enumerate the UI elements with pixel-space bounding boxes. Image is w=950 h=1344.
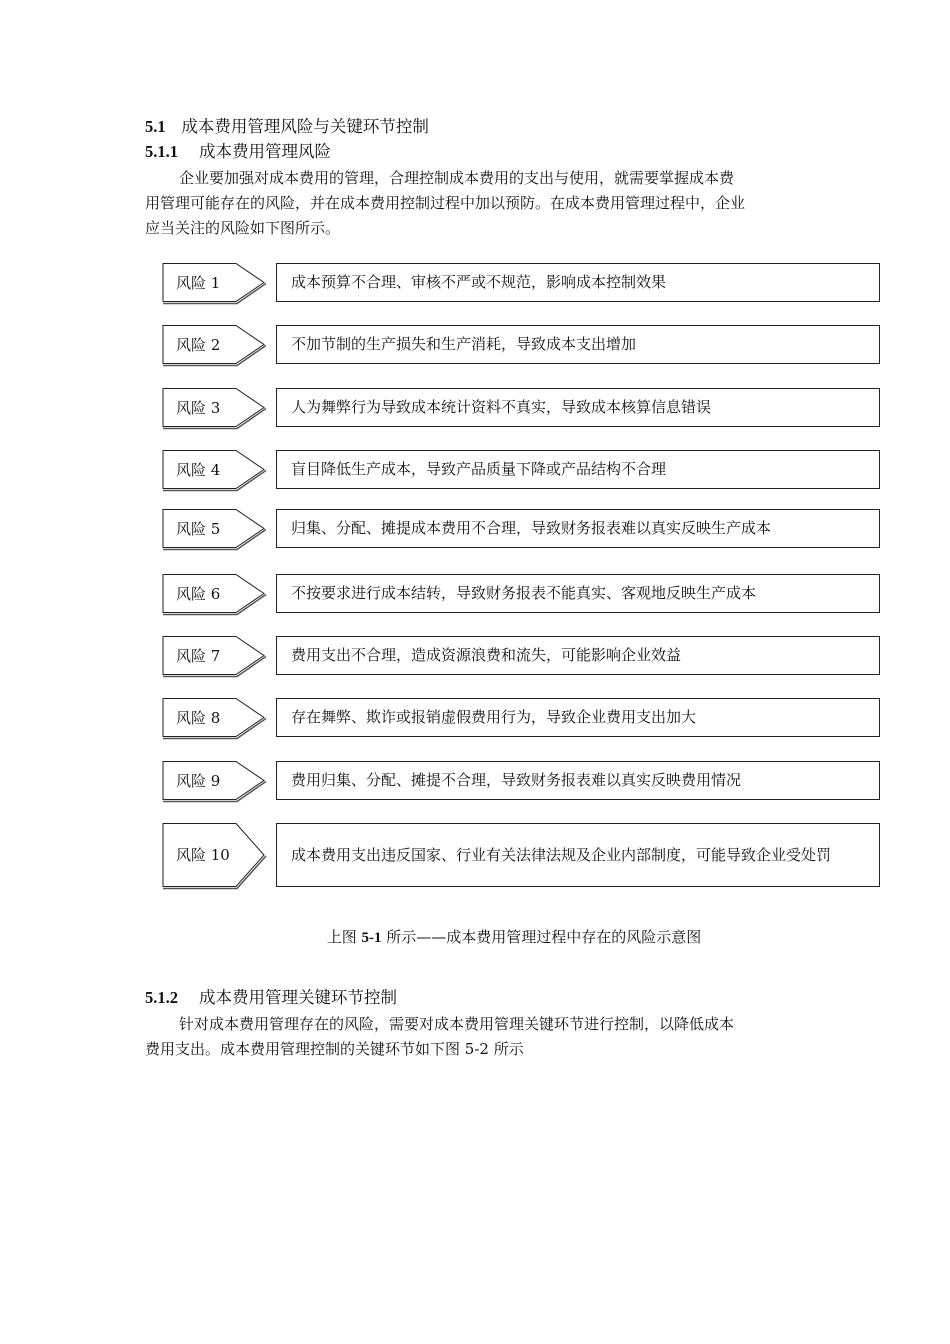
risk-text: 费用归集、分配、摊提不合理，导致财务报表难以真实反映费用情况 [291,771,742,789]
risk-tag [160,263,270,302]
risk-text: 成本预算不合理、审核不严或不规范，影响成本控制效果 [291,273,667,291]
risk-label: 风险 3 [176,398,221,417]
risk-description [276,509,880,548]
risk-tag [160,636,270,675]
risk-label: 风险 6 [176,584,221,603]
figure-caption [0,927,950,948]
risk-label: 风险 8 [176,708,221,727]
intro-line: 企业要加强对成本费用的管理，合理控制成本费用的支出与使用，就需要掌握成本费 [179,169,735,187]
risk-tag [160,574,270,613]
risk-label: 风险 7 [176,646,221,665]
body-line: 费用支出。成本费用管理控制的关键环节如下图 5-2 所示 [145,1040,524,1058]
intro-line: 应当关注的风险如下图所示。 [145,219,341,237]
subsection-title: 成本费用管理关键环节控制 [198,988,397,1007]
body-paragraph-2 [145,1012,815,1062]
risk-label: 风险 9 [176,771,221,790]
caption-suffix: 所示——成本费用管理过程中存在的风险示意图 [381,928,702,946]
risk-description [276,574,880,613]
risk-label: 风险 2 [176,335,221,354]
subsection-heading-1 [145,142,331,162]
risk-tag [160,823,270,887]
risk-label: 风险 4 [176,460,221,479]
risk-text: 人为舞弊行为导致成本统计资料不真实，导致成本核算信息错误 [291,398,712,416]
risk-text: 存在舞弊、欺诈或报销虚假费用行为，导致企业费用支出加大 [291,708,697,726]
section-heading [145,117,429,137]
risk-label: 风险 10 [176,846,230,864]
risk-description [276,636,880,675]
risk-text: 费用支出不合理，造成资源浪费和流失，可能影响企业效益 [291,646,682,664]
risk-description [276,325,880,364]
risk-text: 成本费用支出违反国家、行业有关法律法规及企业内部制度，可能导致企业受处罚 [291,845,832,864]
risk-label: 风险 5 [176,519,221,538]
section-title: 成本费用管理风险与关键环节控制 [181,117,429,136]
risk-description [276,388,880,427]
subsection-number: 5.1.1 [145,142,178,161]
body-line: 针对成本费用管理存在的风险，需要对成本费用管理关键环节进行控制，以降低成本 [179,1015,735,1033]
risk-tag [160,450,270,489]
section-number: 5.1 [145,117,166,136]
intro-line: 用管理可能存在的风险，并在成本费用控制过程中加以预防。在成本费用管理过程中，企业 [145,194,746,212]
risk-description [276,823,880,887]
subsection-number: 5.1.2 [145,988,178,1007]
risk-label: 风险 1 [176,273,221,292]
risk-tag [160,509,270,548]
risk-description [276,263,880,302]
risk-text: 盲目降低生产成本，导致产品质量下降或产品结构不合理 [291,460,667,478]
risk-description [276,761,880,800]
risk-description [276,698,880,737]
caption-figure-number: 5-1 [361,930,382,946]
risk-tag [160,761,270,800]
risk-tag [160,388,270,427]
caption-prefix: 上图 [326,928,362,946]
risk-tag [160,698,270,737]
risk-text: 不按要求进行成本结转，导致财务报表不能真实、客观地反映生产成本 [291,584,757,602]
risk-text: 归集、分配、摊提成本费用不合理，导致财务报表难以真实反映生产成本 [291,519,772,537]
risk-text: 不加节制的生产损失和生产消耗，导致成本支出增加 [291,335,637,353]
subsection-title: 成本费用管理风险 [198,142,331,161]
intro-paragraph [145,166,815,241]
subsection-heading-2 [145,988,397,1008]
risk-tag [160,325,270,364]
risk-description [276,450,880,489]
